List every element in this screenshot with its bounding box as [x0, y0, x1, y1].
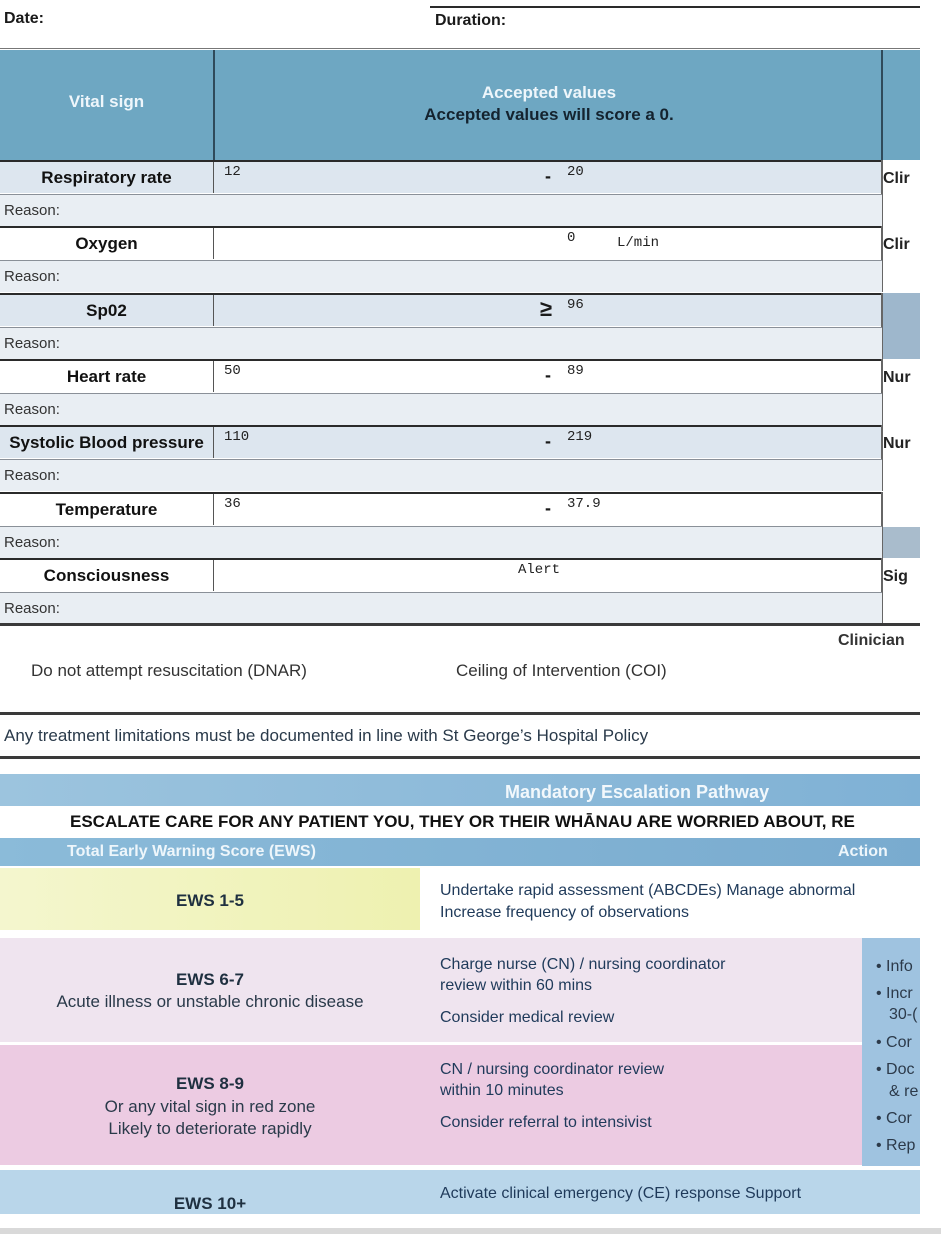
ews-action: review within 60 mins	[440, 977, 593, 994]
side-bullet: • Cor	[876, 1034, 912, 1051]
ews-action: within 10 minutes	[440, 1082, 564, 1099]
escalation-title: Mandatory Escalation Pathway	[505, 782, 770, 802]
accepted-separator: -	[545, 166, 551, 186]
vital-row	[0, 558, 920, 624]
vital-divider	[213, 560, 214, 591]
side-bullet: • Doc	[876, 1061, 915, 1078]
side-column-shade	[883, 293, 920, 359]
vital-sign-name: Consciousness	[43, 566, 170, 585]
header-divider-right	[881, 50, 883, 160]
accepted-low-value[interactable]: 36	[224, 496, 241, 512]
accepted-low-value[interactable]: 110	[224, 429, 250, 445]
reason-row[interactable]	[0, 260, 882, 292]
ews-header-score: Total Early Warning Score (EWS)	[67, 843, 316, 860]
limits-top-rule	[0, 623, 920, 626]
dnar-label: Do not attempt resuscitation (DNAR)	[31, 661, 307, 680]
reason-label: Reason:	[4, 600, 60, 617]
reason-row[interactable]	[0, 327, 882, 359]
reason-row[interactable]	[0, 393, 882, 425]
ews-action: Consider medical review	[440, 1009, 615, 1026]
vital-row	[0, 359, 920, 425]
vital-divider	[213, 162, 214, 193]
ews-description: Likely to deteriorate rapidly	[108, 1119, 312, 1138]
ews-action: CN / nursing coordinator review	[440, 1061, 665, 1078]
ews-score: EWS 1-5	[175, 891, 245, 910]
vital-row	[0, 160, 920, 226]
accepted-separator: ≥	[540, 296, 553, 321]
reason-label: Reason:	[4, 268, 60, 285]
side-bullet: • Incr	[876, 985, 913, 1002]
accepted-separator: -	[545, 498, 551, 518]
ews-score: EWS 6-7	[175, 970, 245, 989]
vital-sign-name: Temperature	[55, 500, 158, 519]
side-column-text: Clir	[883, 170, 910, 187]
ews-score: EWS 8-9	[175, 1074, 245, 1093]
vital-divider	[213, 295, 214, 326]
side-bullet: & re	[889, 1083, 919, 1100]
vital-row	[0, 226, 920, 292]
table-header	[0, 50, 920, 160]
header-rule-bottom	[0, 48, 920, 49]
clinician-label: Clinician	[838, 632, 905, 649]
limits-mid-rule	[0, 712, 920, 715]
vital-divider	[213, 228, 214, 259]
page-bottom-edge	[0, 1228, 941, 1234]
ews-action: Activate clinical emergency (CE) response Support	[440, 1185, 802, 1202]
escalation-banner: ESCALATE CARE FOR ANY PATIENT YOU, THEY OR THEIR WHĀNAU ARE WORRIED ABOUT, RE	[70, 812, 855, 831]
oxygen-unit: L/min	[617, 235, 660, 251]
accepted-high-value[interactable]: 89	[567, 363, 584, 379]
side-bullet: • Rep	[876, 1137, 916, 1154]
accepted-values-subheader: Accepted values will score a 0.	[424, 105, 674, 124]
accepted-high-value[interactable]: 20	[567, 164, 584, 180]
reason-row[interactable]	[0, 592, 882, 624]
ews-header-bar	[0, 838, 920, 866]
ews-description: Acute illness or unstable chronic disease	[56, 992, 364, 1011]
reason-row[interactable]	[0, 526, 882, 558]
ews-action: Increase frequency of observations	[440, 904, 690, 921]
accepted-separator: -	[545, 365, 551, 385]
reason-row[interactable]	[0, 459, 882, 491]
ews-description: Or any vital sign in red zone	[104, 1097, 316, 1116]
side-bullet: • Info	[876, 958, 913, 975]
vital-divider	[213, 361, 214, 392]
side-column-shade-2	[883, 527, 920, 558]
vital-row	[0, 293, 920, 359]
side-bullet: 30-(	[889, 1006, 918, 1023]
accepted-high-value[interactable]: Alert	[518, 562, 561, 578]
reason-label: Reason:	[4, 467, 60, 484]
vital-sign-name: Heart rate	[66, 367, 147, 386]
accepted-high-value[interactable]: 37.9	[567, 496, 601, 512]
ews-action: Undertake rapid assessment (ABCDEs) Manage abnormal	[440, 882, 856, 899]
accepted-high-value[interactable]: 96	[567, 297, 584, 313]
date-label: Date:	[4, 10, 45, 27]
accepted-low-value[interactable]: 12	[224, 164, 241, 180]
side-column-text: Clir	[883, 236, 910, 253]
vital-row	[0, 425, 920, 491]
accepted-values-header: Accepted values	[481, 83, 617, 102]
reason-label: Reason:	[4, 401, 60, 418]
reason-row[interactable]	[0, 194, 882, 226]
header-divider	[213, 50, 215, 160]
vital-sign-name: Respiratory rate	[41, 168, 172, 187]
ews-action: Charge nurse (CN) / nursing coordinator	[440, 956, 726, 973]
ews-score: EWS 10+	[173, 1194, 247, 1213]
vital-sign-name: Sp02	[86, 301, 127, 320]
vital-sign-name: Systolic Blood pressure	[9, 433, 204, 452]
coi-label: Ceiling of Intervention (COI)	[456, 661, 667, 680]
accepted-separator: -	[545, 431, 551, 451]
side-column-text: Nur	[883, 435, 911, 452]
ews-header-action: Action	[838, 843, 888, 860]
vital-sign-header: Vital sign	[68, 92, 145, 111]
policy-note: Any treatment limitations must be documented in line with St George’s Hospital Policy	[4, 726, 649, 745]
ews-action: Consider referral to intensivist	[440, 1114, 652, 1131]
side-bullet: • Cor	[876, 1110, 912, 1127]
header-rule	[430, 6, 920, 8]
reason-label: Reason:	[4, 202, 60, 219]
vital-sign-name: Oxygen	[75, 234, 138, 253]
accepted-low-value[interactable]: 50	[224, 363, 241, 379]
vital-row	[0, 492, 920, 558]
limits-bottom-rule	[0, 756, 920, 759]
reason-label: Reason:	[4, 335, 60, 352]
accepted-high-value[interactable]: 219	[567, 429, 593, 445]
accepted-high-value[interactable]: 0	[567, 230, 576, 246]
vital-divider	[213, 427, 214, 458]
reason-label: Reason:	[4, 534, 60, 551]
duration-label: Duration:	[435, 12, 507, 29]
side-column-text: Nur	[883, 369, 911, 386]
escalation-title-bar	[0, 774, 920, 806]
vital-divider	[213, 494, 214, 525]
side-column-text: Sig	[883, 568, 908, 585]
